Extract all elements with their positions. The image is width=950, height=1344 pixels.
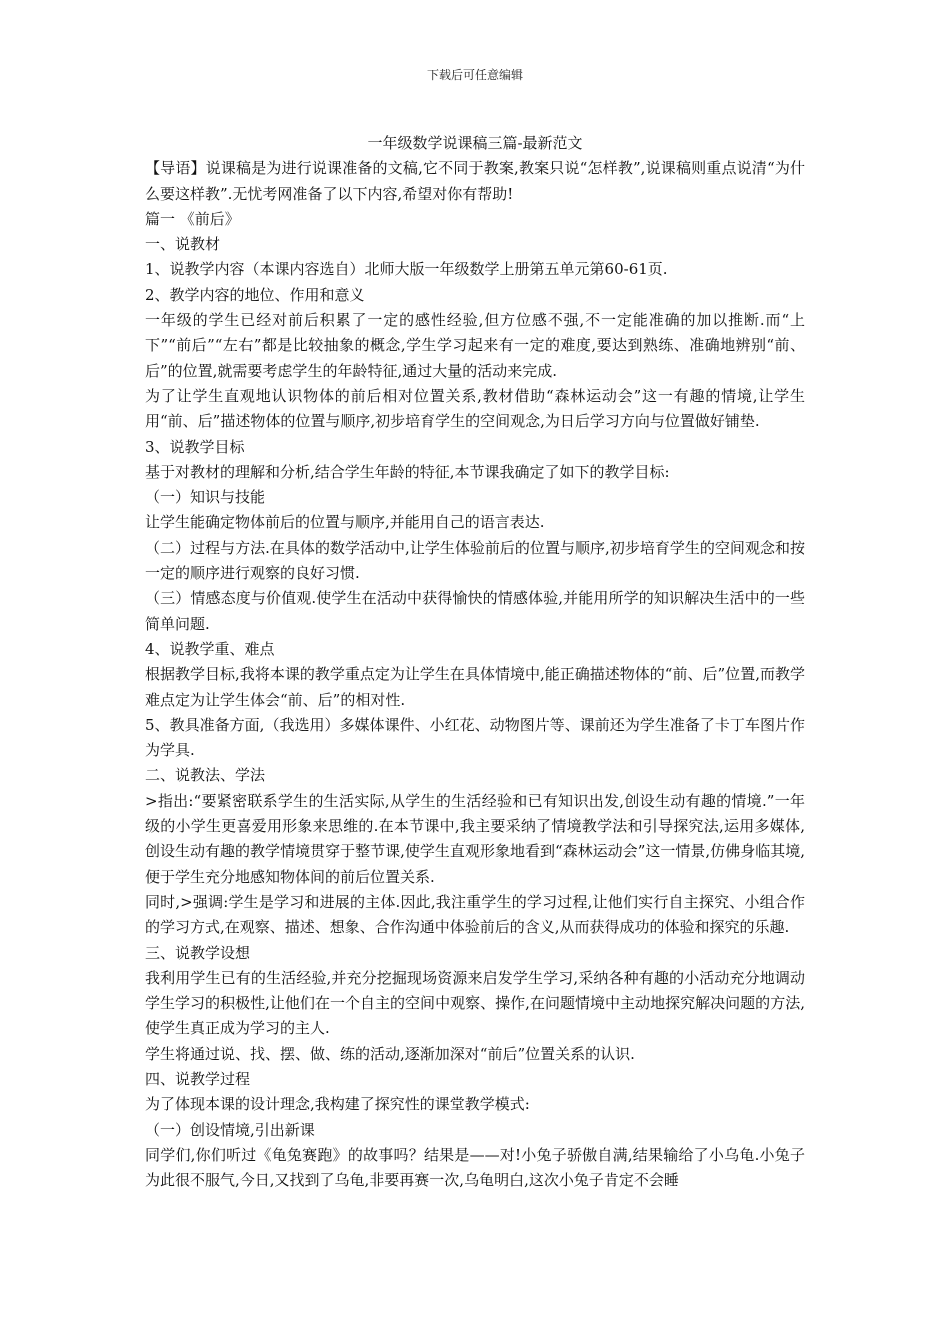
paragraph: 3、说教学目标 xyxy=(145,437,245,456)
paragraph: 三、说教学设想 xyxy=(145,943,251,962)
paragraph: 篇一 《前后》 xyxy=(145,209,240,228)
paragraph: 1、说教学内容（本课内容选自）北师大版一年级数学上册第五单元第60-61页. xyxy=(145,260,668,279)
paragraph: 一、说教材 xyxy=(145,235,221,254)
paragraph: 同时,>强调:学生是学习和进展的主体.因此,我注重学生的学习过程,让他们实行自主探究、小组合作的学习方式,在观察、描述、想象、合作沟通中体验前后的含义,从而获得成功的体验和探究的乐趣. xyxy=(145,892,805,937)
paragraph: 4、说教学重、难点 xyxy=(145,639,275,658)
paragraph: 【导语】说课稿是为进行说课准备的文稿,它不同于教案,教案只说“怎样教”,说课稿则重点说清“为什么要这样教”.无忧考网准备了以下内容,希望对你有帮助! xyxy=(145,159,805,203)
paragraph: 同学们,你们听过《龟兔赛跑》的故事吗？结果是——对!小兔子骄傲自满,结果输给了小乌龟.小兔子为此很不服气,今日,又找到了乌龟,非要再赛一次,乌龟明白,这次小兔子肯定不会睡 xyxy=(145,1145,805,1190)
paragraph: 根据教学目标,我将本课的教学重点定为让学生在具体情境中,能正确描述物体的“前、后”位置,而教学难点定为让学生体会“前、后”的相对性. xyxy=(145,665,805,709)
page-header: 下载后可任意编辑 xyxy=(426,68,523,82)
paragraph: 为了体现本课的设计理念,我构建了探究性的课堂教学模式: xyxy=(145,1095,530,1114)
paragraph: >指出:“要紧密联系学生的生活实际,从学生的生活经验和已有知识出发,创设生动有趣的情境.”一年级的小学生更喜爱用形象来思维的.在本节课中,我主要采纳了情境教学法和引导探究法,运用多媒体,创设生动有趣的教学情境贯穿于整节课,使学生直观形象地看到“森林运动会”这一情景,仿佛身临其境,便于学生充分地感知物体间的前后位置关系. xyxy=(145,791,805,886)
paragraph-list xyxy=(145,156,805,1193)
paragraph: （一）创设情境,引出新课 xyxy=(145,1120,315,1139)
paragraph: 让学生能确定物体前后的位置与顺序,并能用自己的语言表达. xyxy=(145,513,545,532)
paragraph: （一）知识与技能 xyxy=(145,488,266,507)
paragraph: 一年级的学生已经对前后积累了一定的感性经验,但方位感不强,不一定能准确的加以推断.而“上下”“前后”“左右”都是比较抽象的概念,学生学习起来有一定的难度,要达到熟练、准确地辨别“前、后”的位置,就需要考虑学生的年龄特征,通过大量的活动来完成. xyxy=(145,311,805,380)
paragraph: 为了让学生直观地认识物体的前后相对位置关系,教材借助“森林运动会”这一有趣的情境,让学生用“前、后”描述物体的位置与顺序,初步培育学生的空间观念,为日后学习方向与位置做好铺垫. xyxy=(145,386,805,431)
paragraph: （二）过程与方法.在具体的数学活动中,让学生体验前后的位置与顺序,初步培育学生的空间观念和按一定的顺序进行观察的良好习惯. xyxy=(145,538,805,583)
paragraph: 四、说教学过程 xyxy=(145,1069,251,1088)
paragraph: 基于对教材的理解和分析,结合学生年龄的特征,本节课我确定了如下的教学目标: xyxy=(145,462,670,481)
paragraph: 学生将通过说、找、摆、做、练的活动,逐渐加深对“前后”位置关系的认识. xyxy=(145,1044,635,1063)
paragraph: 二、说教法、学法 xyxy=(145,766,266,785)
document-body xyxy=(145,131,805,1193)
paragraph: （三）情感态度与价值观.使学生在活动中获得愉快的情感体验,并能用所学的知识解决生活中的一些简单问题. xyxy=(145,589,805,633)
document-title: 一年级数学说课稿三篇-最新范文 xyxy=(367,134,583,152)
paragraph: 我利用学生已有的生活经验,并充分挖掘现场资源来启发学生学习,采纳各种有趣的小活动充分地调动学生学习的积极性,让他们在一个自主的空间中观察、操作,在问题情境中主动地探究解决问题的方法,使学生真正成为学习的主人. xyxy=(145,968,805,1038)
paragraph: 2、教学内容的地位、作用和意义 xyxy=(145,285,365,304)
paragraph: 5、教具准备方面,（我选用）多媒体课件、小红花、动物图片等、课前还为学生准备了卡丁车图片作为学具. xyxy=(145,715,805,760)
